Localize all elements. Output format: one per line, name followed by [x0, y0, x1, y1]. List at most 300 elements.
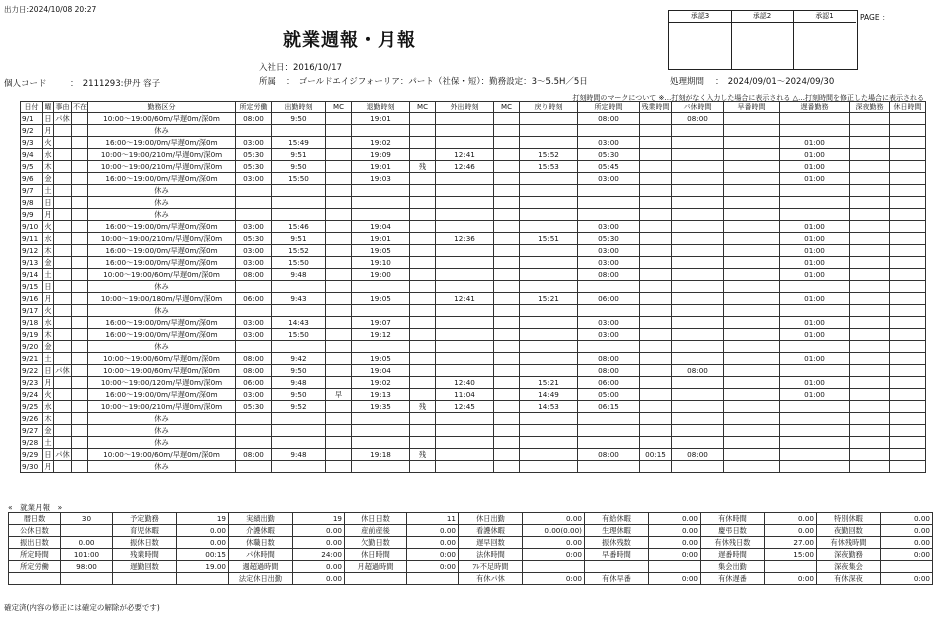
- table-cell: [326, 365, 352, 377]
- table-cell: 19:02: [352, 377, 410, 389]
- footer-note: 確定済(内容の修正には確定の解除が必要です): [4, 603, 160, 612]
- table-cell: [890, 269, 926, 281]
- table-cell: [780, 125, 850, 137]
- table-cell: [72, 461, 88, 473]
- table-cell: 15:51: [520, 233, 578, 245]
- table-cell: [494, 161, 520, 173]
- table-cell: [780, 401, 850, 413]
- table-cell: [410, 377, 436, 389]
- table-cell: [724, 197, 780, 209]
- table-cell: 01:00: [780, 329, 850, 341]
- column-header: 勤務区分: [88, 102, 236, 113]
- table-cell: [850, 329, 890, 341]
- table-cell: [724, 425, 780, 437]
- table-cell: 火: [44, 221, 52, 231]
- table-cell: 05:30: [578, 233, 640, 245]
- table-cell: [72, 353, 88, 365]
- table-cell: 休み: [88, 437, 236, 449]
- table-cell: [410, 233, 436, 245]
- table-cell: 05:30: [236, 161, 272, 173]
- table-row: [21, 173, 926, 185]
- table-cell: [72, 185, 88, 197]
- table-cell: [326, 329, 352, 341]
- table-cell: 9:48: [272, 449, 326, 461]
- summary-row: [9, 561, 933, 573]
- table-cell: [494, 137, 520, 149]
- table-cell: [352, 125, 410, 137]
- table-cell: [640, 185, 672, 197]
- table-cell: [672, 461, 724, 473]
- table-cell: 03:00: [578, 317, 640, 329]
- summary-label: [113, 573, 177, 585]
- table-cell: [494, 377, 520, 389]
- table-cell: [352, 185, 410, 197]
- summary-value: 101:00: [61, 549, 113, 561]
- summary-value: 0.00: [293, 537, 345, 549]
- table-cell: 08:00: [578, 269, 640, 281]
- table-cell: 9/13: [21, 257, 43, 269]
- table-cell: [890, 329, 926, 341]
- table-cell: [494, 425, 520, 437]
- table-cell: 月: [44, 293, 52, 303]
- table-cell: [352, 461, 410, 473]
- table-cell: 00:15: [640, 449, 672, 461]
- table-cell: 休み: [88, 185, 236, 197]
- column-header: MC: [494, 102, 520, 113]
- table-cell: 土: [44, 185, 52, 195]
- table-cell: 9/7: [21, 185, 43, 197]
- table-cell: [436, 257, 494, 269]
- summary-label: 有休残時間: [817, 537, 881, 549]
- summary-label: 実績出勤: [229, 513, 293, 525]
- table-cell: 19:35: [352, 401, 410, 413]
- table-cell: [850, 281, 890, 293]
- table-row: [21, 269, 926, 281]
- summary-label: 所定労働: [9, 561, 61, 573]
- table-cell: [520, 365, 578, 377]
- table-cell: [640, 197, 672, 209]
- table-cell: [520, 197, 578, 209]
- table-cell: [410, 137, 436, 149]
- table-cell: [410, 149, 436, 161]
- table-cell: 19:04: [352, 221, 410, 233]
- table-cell: [640, 401, 672, 413]
- summary-label: 有休早番: [585, 573, 649, 585]
- summary-label: 遅勤回数: [113, 561, 177, 573]
- table-cell: 休み: [88, 425, 236, 437]
- table-cell: [724, 269, 780, 281]
- table-cell: 08:00: [672, 113, 724, 125]
- table-cell: [724, 113, 780, 125]
- stamp-cell-approval1: [793, 11, 856, 69]
- table-cell: [724, 317, 780, 329]
- table-cell: 土: [44, 269, 52, 279]
- table-cell: [72, 269, 88, 281]
- table-cell: 9/6: [21, 173, 43, 185]
- table-cell: [578, 185, 640, 197]
- table-cell: [850, 125, 890, 137]
- table-cell: [54, 125, 72, 137]
- table-cell: [436, 449, 494, 461]
- table-cell: [326, 161, 352, 173]
- table-cell: 10:00～19:00/60m/早遅0m/深0m: [88, 113, 236, 125]
- table-cell: [890, 365, 926, 377]
- table-row: [21, 305, 926, 317]
- table-cell: 01:00: [780, 161, 850, 173]
- summary-value: 0.00: [177, 537, 229, 549]
- table-cell: [72, 425, 88, 437]
- table-cell: [494, 149, 520, 161]
- table-cell: [410, 113, 436, 125]
- table-cell: 月: [44, 461, 52, 471]
- table-cell: 01:00: [780, 269, 850, 281]
- table-cell: [640, 113, 672, 125]
- approval-stamp-box: [668, 10, 858, 70]
- summary-label: 夜勤回数: [817, 525, 881, 537]
- period-label: 処理期間: [670, 77, 705, 87]
- summary-value: 0.00: [881, 537, 933, 549]
- table-cell: [410, 245, 436, 257]
- table-cell: [520, 329, 578, 341]
- table-cell: [578, 281, 640, 293]
- table-cell: 05:00: [578, 389, 640, 401]
- table-cell: [72, 365, 88, 377]
- table-cell: 19:00: [352, 269, 410, 281]
- summary-value: 0:00: [881, 573, 933, 585]
- summary-value: 11: [407, 513, 459, 525]
- table-cell: 08:00: [672, 449, 724, 461]
- table-cell: [672, 413, 724, 425]
- summary-label: 産前産後: [345, 525, 407, 537]
- summary-value: [523, 561, 585, 573]
- table-cell: [850, 389, 890, 401]
- table-cell: [724, 353, 780, 365]
- table-cell: [640, 269, 672, 281]
- table-cell: 16:00～19:00/0m/早遅0m/深0m: [88, 257, 236, 269]
- table-cell: 19:01: [352, 233, 410, 245]
- summary-label: 有休残日数: [701, 537, 765, 549]
- table-cell: 14:53: [520, 401, 578, 413]
- table-cell: 休み: [88, 209, 236, 221]
- summary-label: 休日日数: [345, 513, 407, 525]
- table-cell: [640, 413, 672, 425]
- table-cell: [640, 149, 672, 161]
- table-cell: [72, 281, 88, 293]
- table-cell: 残: [410, 401, 436, 413]
- table-row: [21, 209, 926, 221]
- summary-label: 遅早回数: [459, 537, 523, 549]
- table-cell: [352, 413, 410, 425]
- table-cell: [724, 401, 780, 413]
- table-cell: [494, 269, 520, 281]
- table-cell: 水: [44, 149, 52, 159]
- table-cell: [352, 209, 410, 221]
- table-cell: 金: [44, 173, 52, 183]
- table-cell: 休み: [88, 125, 236, 137]
- table-cell: [724, 437, 780, 449]
- table-cell: 9/21: [21, 353, 43, 365]
- table-cell: 16:00～19:00/0m/早遅0m/深0m: [88, 389, 236, 401]
- table-cell: [72, 437, 88, 449]
- table-cell: [520, 245, 578, 257]
- summary-label: 欠勤日数: [345, 537, 407, 549]
- table-cell: [494, 173, 520, 185]
- table-cell: [890, 425, 926, 437]
- table-cell: [724, 293, 780, 305]
- table-cell: [520, 257, 578, 269]
- summary-value: [61, 573, 113, 585]
- table-cell: [578, 341, 640, 353]
- table-cell: 03:00: [236, 137, 272, 149]
- summary-label: 週超過時間: [229, 561, 293, 573]
- table-cell: [850, 137, 890, 149]
- summary-value: 0.00: [293, 573, 345, 585]
- affiliation-label: 所属: [259, 77, 277, 87]
- table-cell: 16:00～19:00/0m/早遅0m/深0m: [88, 329, 236, 341]
- summary-label: 早番時間: [585, 549, 649, 561]
- table-cell: [326, 137, 352, 149]
- table-row: [21, 401, 926, 413]
- table-cell: 05:30: [236, 401, 272, 413]
- table-cell: [54, 257, 72, 269]
- table-cell: [520, 305, 578, 317]
- table-cell: [236, 209, 272, 221]
- table-cell: [326, 341, 352, 353]
- table-cell: 残: [410, 449, 436, 461]
- table-cell: [436, 245, 494, 257]
- table-cell: 05:30: [236, 233, 272, 245]
- summary-value: 0.00: [881, 525, 933, 537]
- table-cell: 15:21: [520, 377, 578, 389]
- table-cell: [326, 245, 352, 257]
- table-cell: 金: [44, 257, 52, 267]
- table-cell: [272, 305, 326, 317]
- table-cell: [850, 113, 890, 125]
- table-cell: [54, 269, 72, 281]
- table-cell: [672, 233, 724, 245]
- table-cell: [672, 173, 724, 185]
- summary-value: 0.00: [293, 525, 345, 537]
- table-cell: [494, 197, 520, 209]
- table-cell: 08:00: [578, 365, 640, 377]
- table-cell: 9:42: [272, 353, 326, 365]
- table-cell: [352, 341, 410, 353]
- summary-label: 集会出勤: [701, 561, 765, 573]
- table-cell: [54, 185, 72, 197]
- summary-label: 月超過時間: [345, 561, 407, 573]
- table-cell: [672, 305, 724, 317]
- table-cell: 08:00: [236, 365, 272, 377]
- table-cell: [410, 329, 436, 341]
- table-cell: [54, 341, 72, 353]
- table-cell: [410, 293, 436, 305]
- table-cell: [410, 221, 436, 233]
- table-cell: [672, 257, 724, 269]
- table-cell: [724, 377, 780, 389]
- table-cell: [72, 257, 88, 269]
- table-cell: [494, 305, 520, 317]
- table-cell: 10:00～19:00/60m/早遅0m/深0m: [88, 269, 236, 281]
- table-cell: [494, 257, 520, 269]
- summary-value: 0:00: [407, 561, 459, 573]
- table-cell: [326, 353, 352, 365]
- table-cell: [54, 401, 72, 413]
- summary-label: 慶弔日数: [701, 525, 765, 537]
- table-cell: 火: [44, 137, 52, 147]
- table-cell: [850, 413, 890, 425]
- table-cell: [724, 461, 780, 473]
- summary-label: 振休日数: [113, 537, 177, 549]
- table-cell: 9:43: [272, 293, 326, 305]
- table-cell: 土: [44, 437, 52, 447]
- table-cell: [520, 209, 578, 221]
- table-cell: [850, 317, 890, 329]
- table-cell: [724, 137, 780, 149]
- table-cell: [520, 449, 578, 461]
- table-cell: 9/23: [21, 377, 43, 389]
- table-cell: 9:52: [272, 401, 326, 413]
- table-row: [21, 281, 926, 293]
- page-title: 就業週報・月報: [283, 30, 416, 51]
- table-cell: [724, 257, 780, 269]
- table-cell: 19:12: [352, 329, 410, 341]
- table-cell: [640, 377, 672, 389]
- table-cell: 05:45: [578, 161, 640, 173]
- table-cell: 03:00: [578, 245, 640, 257]
- table-cell: [578, 425, 640, 437]
- summary-value: 0:00: [523, 549, 585, 561]
- table-cell: [890, 113, 926, 125]
- column-header: 退勤時刻: [352, 102, 410, 113]
- table-cell: [724, 413, 780, 425]
- table-cell: 15:53: [520, 161, 578, 173]
- table-row: [21, 149, 926, 161]
- table-row: [21, 233, 926, 245]
- table-cell: 03:00: [236, 245, 272, 257]
- table-cell: 9/14: [21, 269, 43, 281]
- summary-title: « 就業月報 »: [8, 503, 63, 512]
- table-cell: 16:00～19:00/0m/早遅0m/深0m: [88, 173, 236, 185]
- table-cell: [236, 281, 272, 293]
- table-cell: [54, 329, 72, 341]
- table-cell: [850, 197, 890, 209]
- table-cell: [72, 401, 88, 413]
- summary-value: 0.00: [765, 513, 817, 525]
- table-cell: [780, 209, 850, 221]
- table-cell: [436, 137, 494, 149]
- table-cell: [640, 341, 672, 353]
- table-cell: 9/25: [21, 401, 43, 413]
- summary-label: 生理休暇: [585, 525, 649, 537]
- table-row: [21, 449, 926, 461]
- table-cell: [780, 461, 850, 473]
- table-cell: [72, 293, 88, 305]
- table-cell: 16:00～19:00/0m/早遅0m/深0m: [88, 245, 236, 257]
- table-cell: [640, 125, 672, 137]
- summary-label: 法定休日出勤: [229, 573, 293, 585]
- table-cell: 01:00: [780, 389, 850, 401]
- table-cell: 9:48: [272, 377, 326, 389]
- table-cell: 19:01: [352, 113, 410, 125]
- table-cell: [326, 425, 352, 437]
- table-cell: 休み: [88, 341, 236, 353]
- column-header: 不在: [73, 103, 87, 111]
- table-cell: 19:09: [352, 149, 410, 161]
- table-cell: [724, 185, 780, 197]
- stamp-label: 承認1: [793, 11, 856, 23]
- table-cell: 9/8: [21, 197, 43, 209]
- table-row: [21, 365, 926, 377]
- summary-value: [61, 525, 113, 537]
- table-cell: [494, 401, 520, 413]
- table-cell: [54, 221, 72, 233]
- summary-label: 遅番時間: [701, 549, 765, 561]
- table-cell: [410, 389, 436, 401]
- summary-value: [881, 561, 933, 573]
- table-cell: [494, 329, 520, 341]
- table-cell: 9/5: [21, 161, 43, 173]
- table-cell: [890, 137, 926, 149]
- table-cell: 9:50: [272, 113, 326, 125]
- table-cell: 01:00: [780, 137, 850, 149]
- table-cell: [640, 245, 672, 257]
- table-cell: [520, 413, 578, 425]
- table-cell: [326, 185, 352, 197]
- table-cell: [326, 113, 352, 125]
- table-cell: [326, 257, 352, 269]
- table-cell: 19:02: [352, 137, 410, 149]
- table-cell: [494, 341, 520, 353]
- table-cell: [436, 413, 494, 425]
- table-cell: [436, 425, 494, 437]
- table-cell: [54, 437, 72, 449]
- table-cell: [54, 353, 72, 365]
- table-cell: [780, 425, 850, 437]
- table-cell: [494, 353, 520, 365]
- table-cell: [54, 425, 72, 437]
- personal-code-label: 個人コード: [4, 79, 47, 89]
- table-row: [21, 425, 926, 437]
- table-cell: [436, 365, 494, 377]
- table-cell: 11:04: [436, 389, 494, 401]
- table-cell: [850, 257, 890, 269]
- summary-value: 0.00: [177, 525, 229, 537]
- table-cell: [272, 437, 326, 449]
- period-value: ： 2024/09/01～2024/09/30: [715, 77, 835, 87]
- table-cell: [520, 317, 578, 329]
- table-cell: [640, 317, 672, 329]
- table-cell: 12:41: [436, 293, 494, 305]
- table-cell: 9/18: [21, 317, 43, 329]
- table-cell: [724, 221, 780, 233]
- table-cell: [724, 389, 780, 401]
- table-cell: [890, 173, 926, 185]
- table-cell: [578, 305, 640, 317]
- table-cell: [436, 173, 494, 185]
- table-cell: 9/1: [21, 113, 43, 125]
- table-cell: 19:10: [352, 257, 410, 269]
- table-cell: 金: [44, 341, 52, 351]
- table-cell: [72, 317, 88, 329]
- summary-value: 98:00: [61, 561, 113, 573]
- table-cell: [352, 197, 410, 209]
- table-cell: [436, 305, 494, 317]
- summary-value: [177, 573, 229, 585]
- table-cell: [780, 341, 850, 353]
- table-row: [21, 437, 926, 449]
- summary-label: [345, 573, 407, 585]
- table-cell: [436, 341, 494, 353]
